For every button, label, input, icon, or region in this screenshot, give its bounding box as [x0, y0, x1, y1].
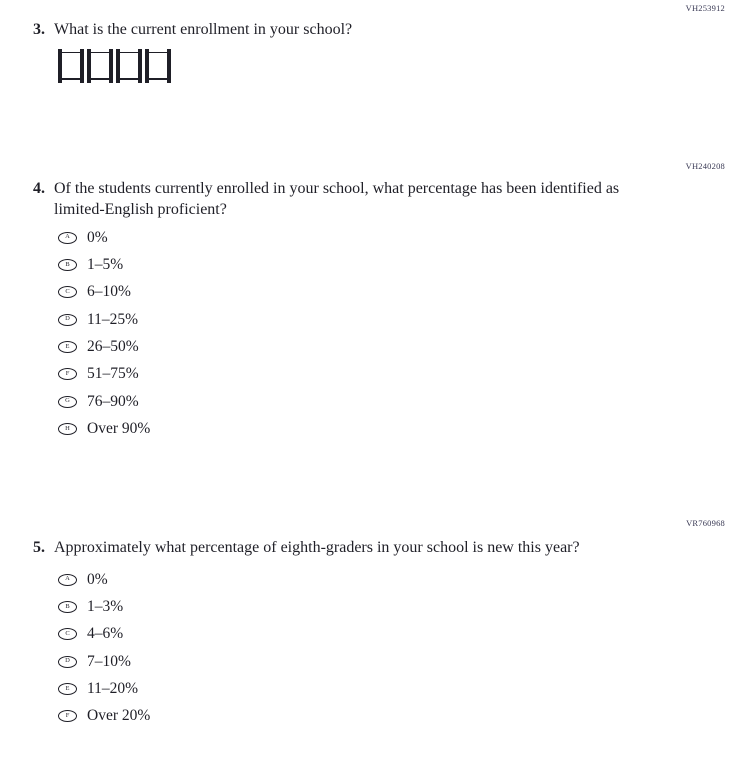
answer-option[interactable]: [58, 251, 150, 278]
option-letter: A: [65, 575, 70, 583]
option-oval[interactable]: [58, 341, 77, 353]
digit-box-bottom-line: [62, 78, 81, 80]
option-label: 1–3%: [87, 598, 124, 616]
option-letter: E: [65, 342, 70, 350]
digit-box-top-line: [120, 52, 139, 54]
option-oval[interactable]: [58, 628, 77, 640]
digit-box[interactable]: [145, 49, 171, 83]
option-label: 51–75%: [87, 365, 139, 383]
digit-box-bottom-line: [91, 78, 110, 80]
question-text: Of the students currently enrolled in your school, what percentage has been identified as limited-English proficient?: [54, 180, 620, 218]
option-letter: H: [65, 424, 70, 432]
option-oval[interactable]: [58, 423, 77, 435]
option-oval[interactable]: [58, 368, 77, 380]
digit-box[interactable]: [87, 49, 113, 83]
option-label: 11–20%: [87, 680, 139, 698]
answer-option[interactable]: [58, 279, 150, 306]
option-label: 76–90%: [87, 392, 139, 410]
option-letter: C: [65, 630, 70, 638]
option-oval[interactable]: [58, 656, 77, 668]
q4-options: [58, 224, 150, 443]
digit-box-top-line: [62, 52, 81, 54]
option-label: Over 20%: [87, 707, 151, 725]
option-label: 0%: [87, 228, 108, 246]
option-letter: D: [65, 657, 70, 665]
digit-box-right-bar: [80, 49, 84, 83]
option-label: 6–10%: [87, 283, 131, 301]
digit-box-bottom-line: [149, 78, 168, 80]
digit-box-right-bar: [109, 49, 113, 83]
q5-options: [58, 566, 150, 730]
digit-box-top-line: [91, 52, 110, 54]
option-letter: F: [65, 712, 70, 720]
option-letter: B: [65, 602, 70, 610]
answer-option[interactable]: [58, 306, 150, 333]
option-oval[interactable]: [58, 683, 77, 695]
option-letter: B: [65, 260, 70, 268]
option-oval[interactable]: [58, 232, 77, 244]
option-oval[interactable]: [58, 710, 77, 722]
option-oval[interactable]: [58, 396, 77, 408]
option-oval[interactable]: [58, 601, 77, 613]
option-label: 11–25%: [87, 310, 139, 328]
digit-box[interactable]: [58, 49, 84, 83]
digit-box-right-bar: [138, 49, 142, 83]
answer-option[interactable]: [58, 648, 150, 675]
option-oval[interactable]: [58, 259, 77, 271]
option-label: 4–6%: [87, 625, 124, 643]
question-text: What is the current enrollment in your school?: [54, 21, 353, 38]
option-label: 7–10%: [87, 652, 131, 670]
option-label: 1–5%: [87, 256, 124, 274]
option-letter: A: [65, 233, 70, 241]
question-number: 5.: [33, 539, 45, 556]
option-oval[interactable]: [58, 286, 77, 298]
option-oval[interactable]: [58, 314, 77, 326]
answer-option[interactable]: [58, 388, 150, 415]
option-label: Over 90%: [87, 420, 151, 438]
question-number: 4.: [33, 180, 45, 197]
answer-option[interactable]: [58, 224, 150, 251]
answer-option[interactable]: [58, 703, 150, 730]
question-5: [33, 538, 580, 559]
option-label: 26–50%: [87, 338, 139, 356]
option-letter: G: [65, 397, 70, 405]
question-code: VH253912: [685, 3, 725, 13]
option-label: 0%: [87, 570, 108, 588]
option-oval[interactable]: [58, 574, 77, 586]
question-4: [33, 179, 629, 220]
answer-option[interactable]: [58, 621, 150, 648]
answer-option[interactable]: [58, 675, 150, 702]
question-text: Approximately what percentage of eighth-graders in your school is new this year?: [54, 539, 580, 556]
digit-box[interactable]: [116, 49, 142, 83]
digit-box-top-line: [149, 52, 168, 54]
digit-box-right-bar: [167, 49, 171, 83]
answer-option[interactable]: [58, 333, 150, 360]
answer-option[interactable]: [58, 361, 150, 388]
answer-option[interactable]: [58, 593, 150, 620]
digit-box-bottom-line: [120, 78, 139, 80]
question-number: 3.: [33, 21, 45, 38]
answer-option[interactable]: [58, 566, 150, 593]
option-letter: E: [65, 684, 70, 692]
option-letter: F: [65, 370, 70, 378]
enrollment-digit-boxes: [58, 49, 171, 83]
option-letter: D: [65, 315, 70, 323]
question-code: VR760968: [686, 518, 725, 528]
answer-option[interactable]: [58, 415, 150, 442]
question-3: [33, 20, 352, 41]
option-letter: C: [65, 288, 70, 296]
question-code: VH240208: [685, 161, 725, 171]
